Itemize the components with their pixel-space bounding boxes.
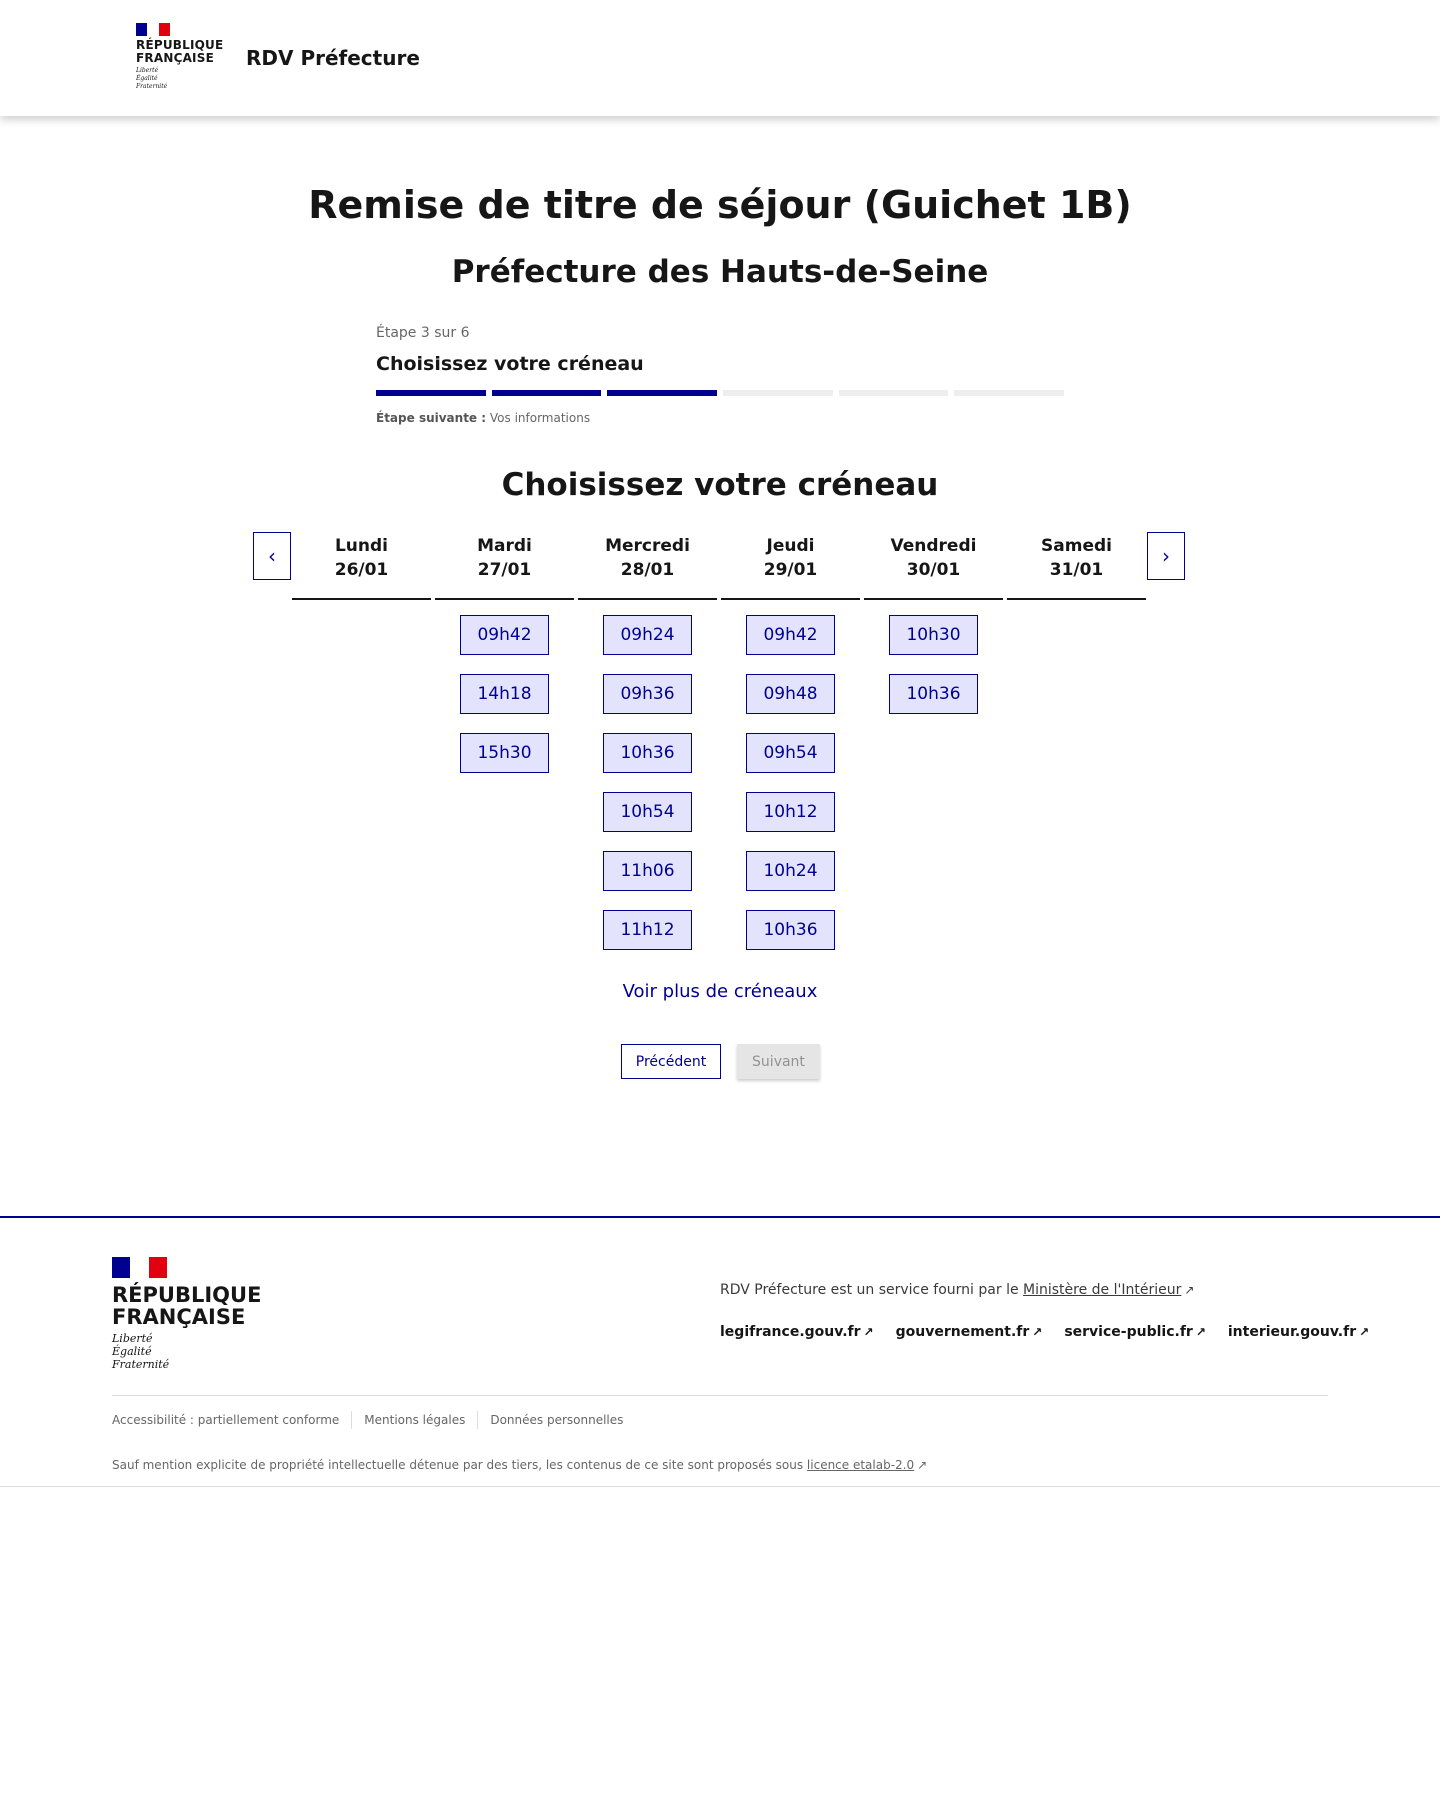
day-name: Samedi (1041, 536, 1112, 556)
site-header (0, 0, 1440, 116)
time-slot-button[interactable]: 10h30 (889, 615, 978, 655)
day-date: 30/01 (906, 560, 961, 580)
day-date: 26/01 (334, 560, 389, 580)
slot-list (721, 600, 860, 969)
ministere-link[interactable]: Ministère de l'Intérieur (1023, 1282, 1182, 1298)
time-slot-button[interactable]: 14h18 (460, 674, 549, 714)
external-link-icon: ↗ (1195, 1325, 1206, 1339)
external-link-icon: ↗ (1184, 1283, 1195, 1297)
accessibility-link[interactable]: Accessibilité : partiellement conforme (112, 1413, 340, 1427)
day-column (864, 532, 1003, 733)
day-column (435, 532, 574, 792)
french-flag-icon (136, 23, 170, 36)
more-slots-link[interactable]: Voir plus de créneaux (622, 981, 818, 1002)
time-slot-button[interactable]: 09h48 (746, 674, 835, 714)
footer-description: RDV Préfecture est un service fourni par le Ministère de l'Intérieur ↗ (720, 1282, 1195, 1298)
stepper-segment (607, 390, 717, 396)
day-date: 27/01 (477, 560, 532, 580)
license-link[interactable]: licence etalab-2.0 (806, 1458, 915, 1472)
day-column (721, 532, 860, 969)
day-date: 28/01 (620, 560, 675, 580)
day-date: 29/01 (763, 560, 818, 580)
stepper-segment (954, 390, 1064, 396)
footer-divider (112, 1395, 1328, 1396)
time-slot-button[interactable]: 09h24 (603, 615, 692, 655)
previous-week-button[interactable] (253, 532, 291, 580)
day-name: Vendredi (890, 536, 977, 556)
time-slot-button[interactable]: 09h54 (746, 733, 835, 773)
slot-list (578, 600, 717, 969)
page-subtitle: Préfecture des Hauts-de-Seine (451, 254, 989, 290)
time-slot-button[interactable]: 10h12 (746, 792, 835, 832)
footer-logo-motto: Liberté Égalité Fraternité (112, 1332, 170, 1371)
chevron-right-icon: › (1162, 544, 1170, 568)
stepper-segment (376, 390, 486, 396)
day-header (435, 532, 574, 600)
footer-republique-francaise-logo[interactable] (112, 1257, 261, 1371)
chevron-left-icon: ‹ (268, 544, 276, 568)
slot-list (1007, 600, 1146, 615)
time-slot-button[interactable]: 09h36 (603, 674, 692, 714)
stepper-count: Étape 3 sur 6 (376, 325, 470, 341)
time-slot-button[interactable]: 10h36 (889, 674, 978, 714)
day-header (721, 532, 860, 600)
site-title[interactable]: RDV Préfecture (246, 46, 420, 70)
time-slot-button[interactable]: 10h36 (603, 733, 692, 773)
time-slot-button[interactable]: 11h12 (603, 910, 692, 950)
next-button[interactable]: Suivant (737, 1044, 820, 1079)
footer-logo-text: RÉPUBLIQUE FRANÇAISE (112, 1283, 262, 1329)
time-slot-button[interactable]: 09h42 (460, 615, 549, 655)
external-link-icon: ↗ (917, 1458, 928, 1472)
time-slot-button[interactable]: 09h42 (746, 615, 835, 655)
slot-list (864, 600, 1003, 733)
slot-list (435, 600, 574, 792)
time-slot-button[interactable]: 10h36 (746, 910, 835, 950)
french-flag-icon (112, 1257, 167, 1278)
calendar-title: Choisissez votre créneau (501, 467, 939, 503)
slot-list (292, 600, 431, 615)
stepper-title: Choisissez votre créneau (376, 353, 644, 375)
stepper-next-step: Étape suivante : Vos informations (376, 411, 591, 425)
footer-link-interieur[interactable]: interieur.gouv.fr ↗ (1227, 1324, 1370, 1340)
footer-bottom-links (112, 1411, 635, 1429)
stepper-segment (839, 390, 949, 396)
stepper-progress (376, 390, 1064, 396)
stepper-segment (723, 390, 833, 396)
stepper-segment (492, 390, 602, 396)
day-header (578, 532, 717, 600)
day-name: Mardi (477, 536, 532, 556)
day-name: Lundi (334, 536, 389, 556)
logo-text: RÉPUBLIQUE FRANÇAISE (136, 38, 224, 65)
day-name: Jeudi (766, 536, 815, 556)
day-header (1007, 532, 1146, 600)
day-header (292, 532, 431, 600)
external-link-icon: ↗ (863, 1325, 874, 1339)
external-link-icon: ↗ (1359, 1325, 1370, 1339)
footer-link-legifrance[interactable]: legifrance.gouv.fr ↗ (720, 1324, 874, 1340)
previous-button[interactable]: Précédent (621, 1044, 721, 1079)
time-slot-button[interactable]: 10h54 (603, 792, 692, 832)
day-column (578, 532, 717, 969)
day-column (292, 532, 431, 615)
footer-links (720, 1322, 1369, 1342)
time-slot-button[interactable]: 15h30 (460, 733, 549, 773)
next-week-button[interactable] (1147, 532, 1185, 580)
day-date: 31/01 (1049, 560, 1104, 580)
footer-link-gouvernement[interactable]: gouvernement.fr ↗ (895, 1324, 1043, 1340)
day-header (864, 532, 1003, 600)
legal-notice-link[interactable]: Mentions légales (351, 1411, 477, 1429)
time-slot-button[interactable]: 11h06 (603, 851, 692, 891)
site-footer (0, 1216, 1440, 1487)
day-column (1007, 532, 1146, 615)
time-slot-button[interactable]: 10h24 (746, 851, 835, 891)
republique-francaise-logo[interactable] (136, 23, 223, 91)
page-title: Remise de titre de séjour (Guichet 1B) (308, 183, 1132, 227)
logo-motto: Liberté Égalité Fraternité (136, 67, 168, 90)
day-name: Mercredi (605, 536, 690, 556)
external-link-icon: ↗ (1032, 1325, 1043, 1339)
personal-data-link[interactable]: Données personnelles (477, 1411, 635, 1429)
footer-license: Sauf mention explicite de propriété intellectuelle détenue par des tiers, les contenus de ce site sont proposés sous licence etalab-2.0 ↗ (112, 1458, 928, 1472)
footer-link-service-public[interactable]: service-public.fr ↗ (1064, 1324, 1206, 1340)
